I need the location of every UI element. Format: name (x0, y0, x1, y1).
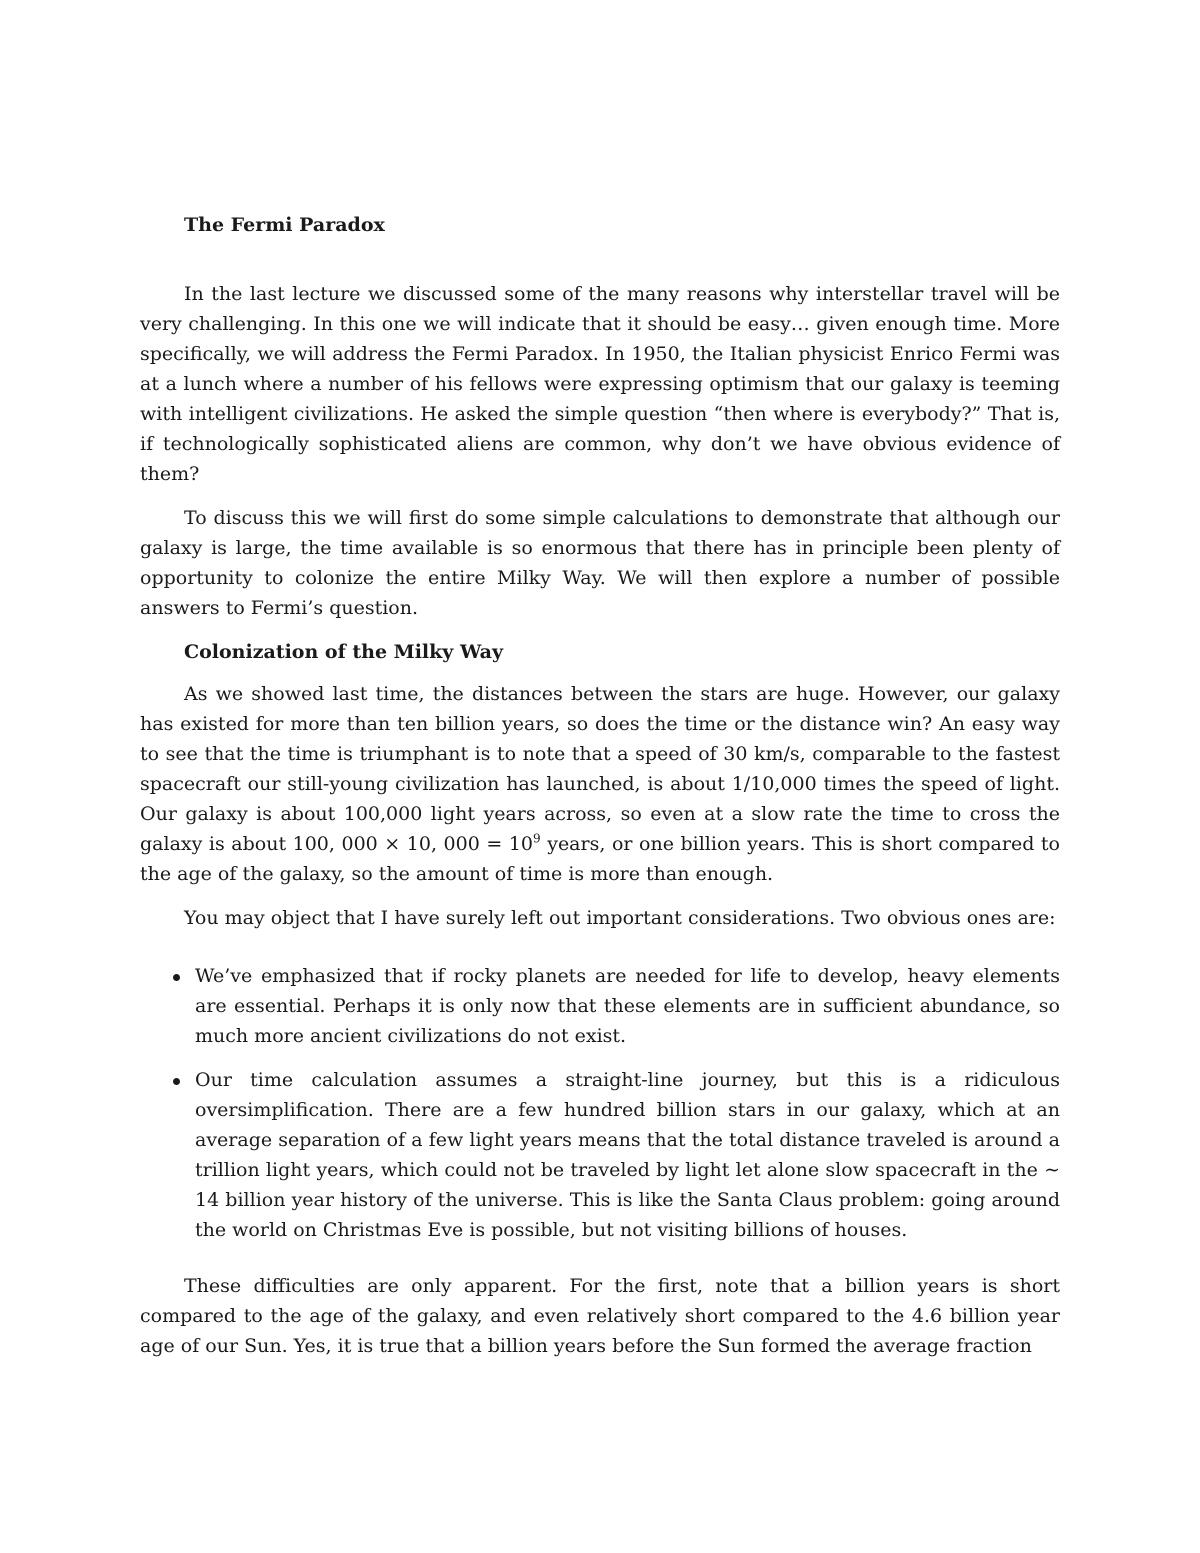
paragraph-colonization-text-b: years, or one billion years. This is short compared to the age of the galaxy, so the amount of time is more than enough. (140, 833, 1060, 885)
bullet-icon (173, 974, 180, 981)
paragraph-objections: You may object that I have surely left out important considerations. Two obvious ones are: (184, 907, 1056, 929)
list-item (140, 1065, 1060, 1245)
list-item-text: We’ve emphasized that if rocky planets are needed for life to develop, heavy elements are essential. Perhaps it is only now that these elements are in sufficient abundance, so much more ancient civilizations do not exist. (195, 965, 1060, 1047)
bullet-icon (173, 1078, 180, 1085)
document-title: The Fermi Paradox (184, 214, 385, 236)
paragraph-intro: In the last lecture we discussed some of the many reasons why interstellar travel will be very challenging. In this one we will indicate that it should be easy… given enough time. More specifically, we will address the Fermi Paradox. In 1950, the Italian physicist Enrico Fermi was at a lunch where a number of his fellows were expressing optimism that our galaxy is teeming with intelligent civilizations. He asked the simple question “then where is everybody?” That is, if technologically sophisticated aliens are common, why don’t we have obvious evidence of them? (140, 283, 1060, 485)
paragraph-overview: To discuss this we will first do some simple calculations to demonstrate that although our galaxy is large, the time available is so enormous that there has in principle been plenty of opportunity to colonize the entire Milky Way. We will then explore a number of possible answers to Fermi’s question. (140, 507, 1060, 619)
list-item (140, 961, 1060, 1051)
section-heading-colonization: Colonization of the Milky Way (184, 641, 503, 663)
list-item-text: Our time calculation assumes a straight-line journey, but this is a ridiculous oversimplification. There are a few hundred billion stars in our galaxy, which at an average separation of a few light years means that the total distance traveled is around a trillion light years, which could not be traveled by light let alone slow spacecraft in the ∼ 14 billion year history of the universe. This is like the Santa Claus problem: going around the world on Christmas Eve is possible, but not visiting billions of houses. (195, 1069, 1060, 1241)
paragraph-difficulties: These difficulties are only apparent. For the first, note that a billion years is short compared to the age of the galaxy, and even relatively short compared to the 4.6 billion year age of our Sun. Yes, it is true that a billion years before the Sun formed the average fraction (140, 1275, 1060, 1357)
objections-list (140, 961, 1060, 1245)
paragraph-colonization-text-a: As we showed last time, the distances between the stars are huge. However, our galaxy has existed for more than ten billion years, so does the time or the distance win? An easy way to see that the time is triumphant is to note that a speed of 30 km/s, comparable to the fastest spacecraft our still-young civilization has launched, is about 1/10,000 times the speed of light. Our galaxy is about 100,000 light years across, so even at a slow rate the time to cross the galaxy is about 100, 000 × 10, 000 = 10 (140, 683, 1060, 855)
exponent: 9 (533, 831, 541, 846)
paragraph-colonization (140, 679, 1060, 889)
document-page (140, 210, 1060, 1375)
